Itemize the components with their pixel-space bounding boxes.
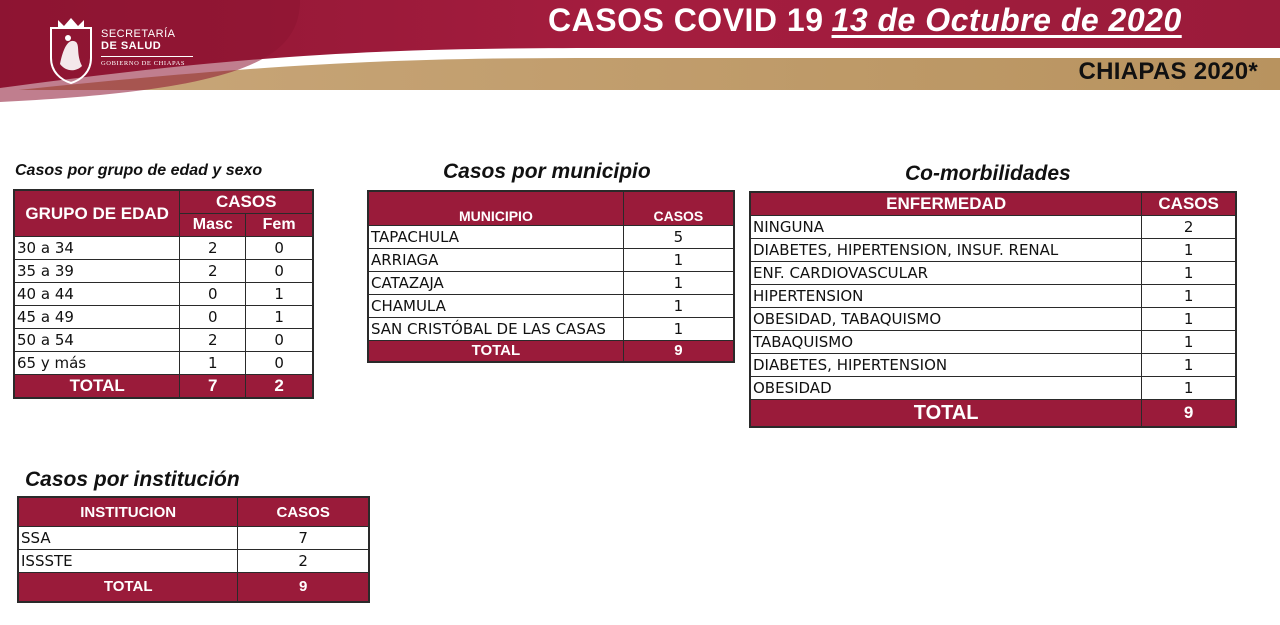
total-cases: 9 (1142, 400, 1236, 427)
total-label: TOTAL (369, 341, 624, 362)
female-cell: 0 (246, 237, 313, 260)
municipality-cell: CHAMULA (369, 295, 624, 318)
logo-line2: DE SALUD (101, 40, 162, 52)
cases-cell: 1 (623, 272, 733, 295)
logo-line1: SECRETARÍA (101, 28, 176, 40)
male-cell: 2 (180, 237, 246, 260)
table-row (15, 329, 313, 352)
total-row (369, 341, 734, 362)
age-group-cell: 40 a 44 (15, 283, 180, 306)
institution-cell: ISSSTE (19, 550, 238, 573)
disease-cell: DIABETES, HIPERTENSION (751, 354, 1142, 377)
col-header-municipality: MUNICIPIO (369, 192, 624, 226)
male-cell: 0 (180, 306, 246, 329)
total-row (751, 400, 1236, 427)
col-header-cases: CASOS (238, 498, 369, 527)
male-cell: 1 (180, 352, 246, 375)
total-label: TOTAL (19, 573, 238, 602)
institution-title: Casos por institución (25, 468, 240, 491)
institution-table (18, 497, 369, 602)
total-row (15, 375, 313, 398)
cases-cell: 7 (238, 527, 369, 550)
cases-cell: 1 (1142, 377, 1236, 400)
disease-cell: OBESIDAD, TABAQUISMO (751, 308, 1142, 331)
table-row (751, 377, 1236, 400)
cases-cell: 1 (1142, 285, 1236, 308)
cases-cell: 1 (623, 295, 733, 318)
cases-cell: 2 (238, 550, 369, 573)
col-header-cases: CASOS (1142, 193, 1236, 216)
table-row (15, 237, 313, 260)
cases-cell: 1 (1142, 239, 1236, 262)
title-date: 13 de Octubre de 2020 (831, 2, 1182, 38)
logo-line3: GOBIERNO DE CHIAPAS (101, 60, 186, 67)
table-row (369, 272, 734, 295)
age-sex-title: Casos por grupo de edad y sexo (15, 162, 263, 179)
table-row (15, 352, 313, 375)
cases-cell: 1 (623, 249, 733, 272)
disease-cell: ENF. CARDIOVASCULAR (751, 262, 1142, 285)
total-cases: 9 (238, 573, 369, 602)
cases-cell: 1 (1142, 331, 1236, 354)
table-row (751, 239, 1236, 262)
disease-cell: HIPERTENSION (751, 285, 1142, 308)
table-row (751, 262, 1236, 285)
table-row (751, 331, 1236, 354)
table-row (369, 226, 734, 249)
total-label: TOTAL (751, 400, 1142, 427)
header-banner (0, 0, 1280, 105)
male-cell: 2 (180, 329, 246, 352)
table-row (751, 216, 1236, 239)
table-row (19, 527, 369, 550)
disease-cell: DIABETES, HIPERTENSION, INSUF. RENAL (751, 239, 1142, 262)
male-cell: 2 (180, 260, 246, 283)
age-group-cell: 45 a 49 (15, 306, 180, 329)
table-row (15, 306, 313, 329)
municipality-cell: SAN CRISTÓBAL DE LAS CASAS (369, 318, 624, 341)
table-row (751, 308, 1236, 331)
comorbidities-table (750, 192, 1236, 427)
total-row (19, 573, 369, 602)
age-group-cell: 35 a 39 (15, 260, 180, 283)
cases-cell: 1 (1142, 262, 1236, 285)
table-row (19, 550, 369, 573)
page-subtitle: CHIAPAS 2020* (1078, 58, 1258, 85)
comorbidities-title: Co-morbilidades (905, 162, 1071, 185)
cases-cell: 1 (623, 318, 733, 341)
total-male: 7 (180, 375, 246, 398)
table-row (369, 295, 734, 318)
col-header-institution: INSTITUCION (19, 498, 238, 527)
col-header-male: Masc (180, 214, 246, 237)
col-header-age-group: GRUPO DE EDAD (15, 191, 180, 237)
col-header-cases: CASOS (180, 191, 313, 214)
age-group-cell: 50 a 54 (15, 329, 180, 352)
total-female: 2 (246, 375, 313, 398)
total-label: TOTAL (15, 375, 180, 398)
table-row (15, 283, 313, 306)
coat-of-arms-icon (46, 14, 96, 84)
col-header-female: Fem (246, 214, 313, 237)
disease-cell: TABAQUISMO (751, 331, 1142, 354)
cases-cell: 1 (1142, 308, 1236, 331)
female-cell: 0 (246, 352, 313, 375)
logo-text (101, 28, 193, 67)
title-text: CASOS COVID 19 (548, 2, 824, 38)
municipality-title: Casos por municipio (443, 160, 651, 183)
age-sex-table (14, 190, 313, 398)
female-cell: 1 (246, 283, 313, 306)
table-row (15, 260, 313, 283)
cases-cell: 2 (1142, 216, 1236, 239)
municipality-cell: CATAZAJA (369, 272, 624, 295)
page-title (548, 2, 1182, 39)
logo-divider (101, 56, 193, 57)
female-cell: 1 (246, 306, 313, 329)
female-cell: 0 (246, 329, 313, 352)
male-cell: 0 (180, 283, 246, 306)
age-group-cell: 30 a 34 (15, 237, 180, 260)
municipality-table (368, 191, 734, 362)
municipality-cell: ARRIAGA (369, 249, 624, 272)
col-header-disease: ENFERMEDAD (751, 193, 1142, 216)
cases-cell: 5 (623, 226, 733, 249)
disease-cell: NINGUNA (751, 216, 1142, 239)
table-row (369, 318, 734, 341)
disease-cell: OBESIDAD (751, 377, 1142, 400)
total-cases: 9 (623, 341, 733, 362)
cases-cell: 1 (1142, 354, 1236, 377)
table-row (751, 354, 1236, 377)
institution-cell: SSA (19, 527, 238, 550)
age-group-cell: 65 y más (15, 352, 180, 375)
table-row (369, 249, 734, 272)
municipality-cell: TAPACHULA (369, 226, 624, 249)
table-row (751, 285, 1236, 308)
female-cell: 0 (246, 260, 313, 283)
col-header-cases: CASOS (623, 192, 733, 226)
